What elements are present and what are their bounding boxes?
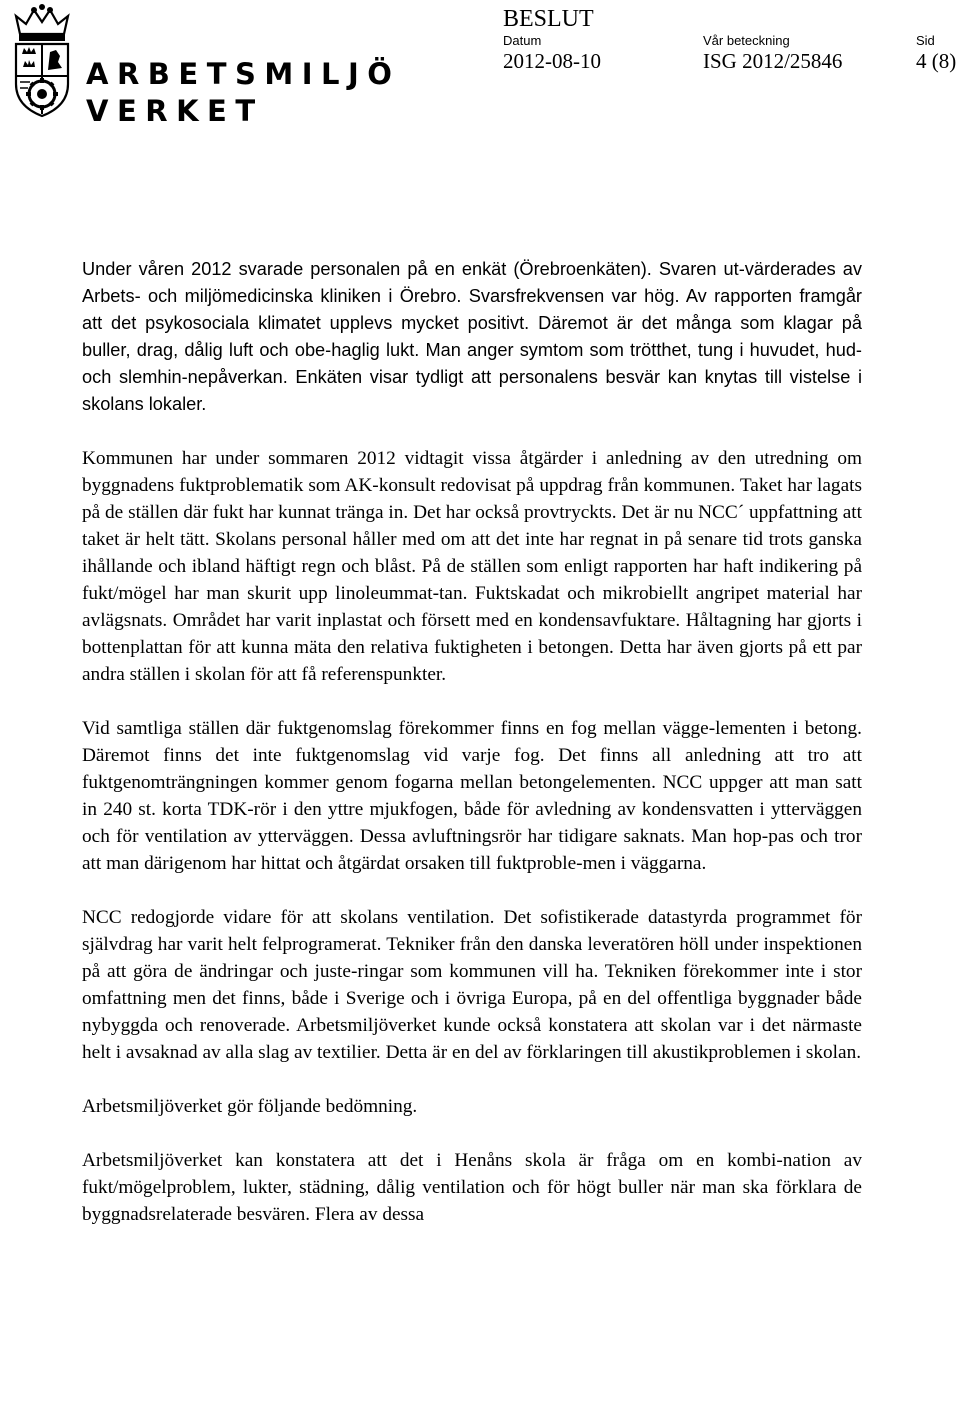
paragraph-assessment: Arbetsmiljöverket kan konstatera att det i Henåns skola är fråga om en kombi-nation av fukt/mögelproblem, lukter, städning, dålig ventilation och för högt buller när man ska förklara de byggnadsrelaterade besvären. Flera av dessa <box>82 1150 862 1225</box>
document-type: BESLUT <box>503 6 594 32</box>
date-label: Datum <box>503 33 542 48</box>
paragraph-survey: Under våren 2012 svarade personalen på en enkät (Örebroenkäten). Svaren ut-värderades av Arbets- och miljömedicinska kliniken i Örebro. Svarsfrekvensen var hög. Av rapporten framgår att det psykosociala klimatet upplevs mycket positivt. Däremot är det många som klagar på buller, drag, dålig luft och obe-haglig lukt. Man anger symtom som trötthet, tung i huvudet, hud- och slemhin-nepåverkan. Enkäten visar tydligt att personalens besvär kan knytas till vistelse i skolans lokaler. <box>82 259 862 414</box>
page-value: 4 (8) <box>916 49 957 73</box>
wordmark-line-2: VERKET <box>86 94 264 128</box>
reference-label: Vår beteckning <box>703 33 790 48</box>
wordmark-line-1: ARBETSMILJÖ <box>86 57 401 91</box>
paragraph-assessment-intro: Arbetsmiljöverket gör följande bedömning. <box>82 1096 418 1117</box>
date-value: 2012-08-10 <box>503 49 601 73</box>
paragraph-ventilation: NCC redogjorde vidare för att skolans ventilation. Det sofistikerade datastyrda programmet för självdrag har varit helt felprogramerat. Tekniker från den danska leveratören höll under inspektionen på att göra de ändringar och juste-ringar som kommunen vill ha. Tekniken förekommer inte i stor omfattning men det finns, både i Sverige och i övriga Europa, på en del offentliga byggnader både nybyggda och renoverade. Arbetsmiljöverket kunde också konstatera att skolan var i det närmaste helt i avsaknad av alla slag av textilier. Detta är en del av förklaringen till akustikproblemen i skolan. <box>82 907 862 1063</box>
document-header <box>0 5 960 75</box>
document-body <box>82 256 862 1255</box>
paragraph-measures: Kommunen har under sommaren 2012 vidtagit vissa åtgärder i anledning av den utredning om byggnadens fuktproblematik som AK-konsult redovisat på uppdrag från kommunen. Taket har lagats på de ställen där fukt har kunnat tränga in. Det har också provtryckts. Det är nu NCC´ uppfattning att taket är helt tätt. Skolans personal håller med om att det inte har regnat in på senare tid trots ganska ihållande och ibland häftigt regn och blåst. På de ställen som enligt rapporten har haft indikering på fukt/mögel har man skurit upp linoleummat-tan. Fuktskadat och mikrobiellt angripet material har avlägsnats. Området har varit inplastat och försett med en kondensavfuktare. Håltagning har gjorts i bottenplattan för att kunna mäta den relativa fuktigheten i betongen. Detta har även gjorts på ett par andra ställen i skolan för att få referenspunkter. <box>82 448 862 685</box>
paragraph-moisture: Vid samtliga ställen där fuktgenomslag förekommer finns en fog mellan vägge-lementen i betong. Däremot finns det inte fuktgenomslag vid varje fog. Det finns all anledning att tro att fuktgenomträngningen kommer genom fogarna mellan betongelementen. NCC uppger att man satt in 240 st. korta TDK-rör i den yttre mjukfogen, både för avledning av kondensvatten i ytterväggen och för ventilation av ytterväggen. Dessa avluftningsrör har tidigare saknats. Man hop-pas och tror att man därigenom har hittat och åtgärdat orsaken till fuktproble-men i väggarna. <box>82 718 862 874</box>
page-label: Sid <box>916 33 935 48</box>
reference-value: ISG 2012/25846 <box>703 49 843 73</box>
